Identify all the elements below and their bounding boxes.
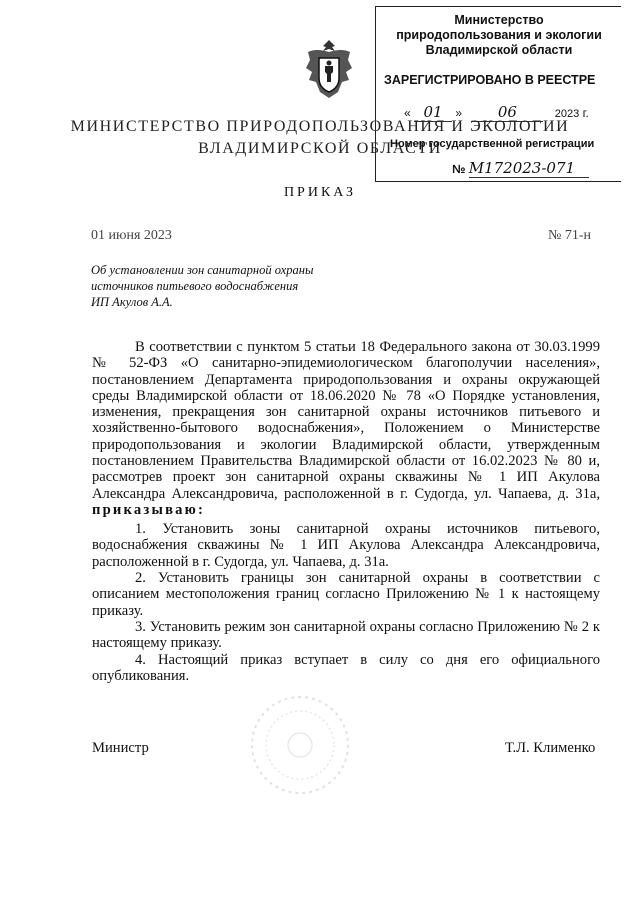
order-item-1: 1. Установить зоны санитарной охраны источников питьевого, водоснабжения скважины № 1 ИП Акулова Александра Александровича, расположенной в г. Судогда, ул. Чапаева, д. 31а. bbox=[92, 521, 600, 570]
order-item-2: 2. Установить границы зон санитарной охраны в соответствии с описанием местоположения границ согласно Приложению № 1 к настоящему приказу. bbox=[92, 570, 600, 619]
order-number: № 71-н bbox=[548, 228, 592, 243]
ministry-heading-line1: МИНИСТЕРСТВО ПРИРОДОПОЛЬЗОВАНИЯ И ЭКОЛОГИИ bbox=[70, 118, 570, 135]
subject-line2: источников питьевого водоснабжения bbox=[91, 279, 299, 293]
preamble-text: В соответствии с пунктом 5 статьи 18 Федерального закона от 30.03.1999 № 52-ФЗ «О санитарно-эпидемиологическом благополучии населения», постановлением Департамента природопользования и охраны окружающей среды Владимирской области от 18.06.2020 № 78 «О Порядке установления, изменения, прекращения зон санитарной охраны источников питьевого и хозяйственно-бытового водоснабжения», Положением о Министерстве природопользования и экологии Владимирской области, утвержденным постановлением Правительства Владимирской области от 16.02.2023 № 80 и, рассмотрев проект зон санитарной охраны скважины № 1 ИП Акулова Александра Александровича, расположенной в г. Судогда, ул. Чапаева, д. 31а, bbox=[92, 339, 600, 502]
order-date: 01 июня 2023 bbox=[91, 228, 172, 243]
stamp-date: « 01 » 06 2023 г. bbox=[404, 103, 589, 121]
stamp-ministry-line1: Министерство bbox=[454, 13, 544, 27]
ministry-heading bbox=[60, 116, 580, 160]
stamp-ministry-line2: природопользования и экологии bbox=[396, 28, 602, 42]
ministry-heading-line2: ВЛАДИМИРСКОЙ ОБЛАСТИ bbox=[198, 140, 442, 157]
stamp-ministry-line3: Владимирской области bbox=[425, 43, 573, 57]
preamble-paragraph bbox=[92, 339, 600, 518]
stamp-reg-label: Номер государственной регистрации bbox=[390, 138, 595, 150]
coat-of-arms-emblem bbox=[304, 38, 354, 100]
document-type-title: ПРИКАЗ bbox=[283, 185, 357, 200]
stamp-reg-number: № М172023-071 bbox=[452, 159, 589, 178]
order-item-4: 4. Настоящий приказ вступает в силу со дня его официального опубликования. bbox=[92, 652, 600, 685]
subject-line1: Об установлении зон санитарной охраны bbox=[91, 263, 314, 277]
stamp-registered-label: ЗАРЕГИСТРИРОВАНО В РЕЕСТРЕ bbox=[384, 73, 596, 87]
order-word: приказываю: bbox=[92, 501, 206, 518]
faded-seal-icon bbox=[240, 690, 360, 800]
signer-role: Министр bbox=[92, 740, 149, 756]
order-subject bbox=[91, 262, 421, 310]
order-item-3: 3. Установить режим зон санитарной охраны согласно Приложению № 2 к настоящему приказу. bbox=[92, 619, 600, 652]
signer-name: Т.Л. Клименко bbox=[505, 740, 596, 756]
subject-line3: ИП Акулов А.А. bbox=[91, 295, 173, 309]
